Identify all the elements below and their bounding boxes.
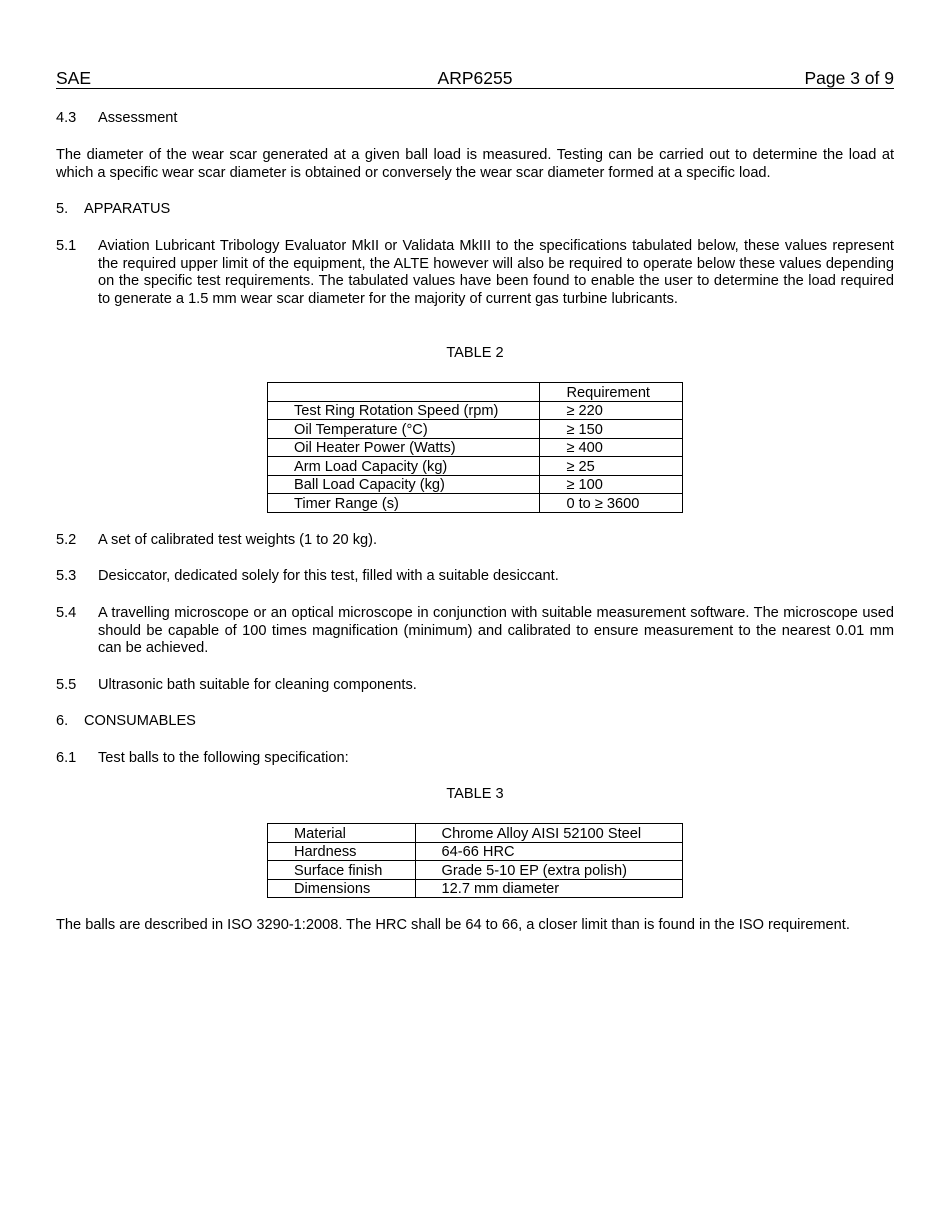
table-cell-requirement: ≥ 400 [540,438,683,457]
table-row [268,420,683,439]
item-text: Test balls to the following specification: [98,750,349,766]
table-cell-parameter: Arm Load Capacity (kg) [268,457,540,476]
section-4-3-heading [56,110,894,128]
table-row [268,401,683,420]
table-cell-property: Material [268,824,416,843]
item-number: 5.1 [56,238,77,254]
table-cell-parameter: Oil Heater Power (Watts) [268,438,540,457]
table-row [268,842,683,861]
table-row [268,438,683,457]
item-number: 5.3 [56,568,77,584]
table-cell-requirement: ≥ 100 [540,475,683,494]
closing-paragraph: The balls are described in ISO 3290-1:2008. The HRC shall be 64 to 66, a closer limit than is found in the ISO requirement. [56,917,850,933]
item-text: Ultrasonic bath suitable for cleaning components. [98,677,417,693]
item-text: A travelling microscope or an optical microscope in conjunction with suitable measurement software. The microscope used should be capable of 100 times magnification (minimum) and calibrated to ensure measurement to the nearest 0.01 mm can be achieved. [98,605,894,656]
section-number: 4.3 [56,110,77,126]
section-number: 6. [56,713,69,729]
item-text: Aviation Lubricant Tribology Evaluator MkII or Validata MkIII to the specifications tabulated below, these values represent the required upper limit of the equipment, the ALTE however will also be required to operate below these values depending on the specific test requirements. The tabulated values have been found to enable the user to determine the load required to generate a 1.5 mm wear scar diameter for the majority of current gas turbine lubricants. [98,238,894,307]
table-cell-value: 12.7 mm diameter [415,879,682,898]
item-number: 5.5 [56,677,77,693]
item-number: 5.2 [56,532,77,548]
table-header-cell: Requirement [540,383,683,402]
table-cell-requirement: ≥ 150 [540,420,683,439]
item-text: A set of calibrated test weights (1 to 20 kg). [98,532,378,548]
item-5-2 [56,532,894,550]
table-cell-parameter: Oil Temperature (°C) [268,420,540,439]
header-organization: SAE [56,68,92,88]
section-5-heading [56,201,894,219]
header-document-number: ARP6255 [437,68,513,88]
table-cell-requirement: ≥ 25 [540,457,683,476]
table-cell-value: Grade 5-10 EP (extra polish) [415,861,682,880]
table-cell-value: Chrome Alloy AISI 52100 Steel [415,824,682,843]
table-cell-property: Dimensions [268,879,416,898]
item-5-5 [56,677,894,695]
section-title: CONSUMABLES [84,713,196,729]
header-page-number: Page 3 of 9 [804,68,894,88]
item-text: Desiccator, dedicated solely for this test, filled with a suitable desiccant. [98,568,559,584]
section-title: APPARATUS [84,201,171,217]
table-3 [267,823,683,898]
item-number: 5.4 [56,605,77,621]
table-cell-value: 64-66 HRC [415,842,682,861]
item-5-1 [56,238,894,308]
section-4-3-body: The diameter of the wear scar generated at a given ball load is measured. Testing can be carried out to determine the load at which a specific wear scar diameter is obtained or conversely the wear scar diameter formed at a specific load. [56,147,894,181]
item-5-4 [56,605,894,658]
table-cell-requirement: 0 to ≥ 3600 [540,494,683,513]
table-cell-parameter: Test Ring Rotation Speed (rpm) [268,401,540,420]
page-header [56,68,894,89]
table-row [268,494,683,513]
table-cell-property: Surface finish [268,861,416,880]
item-number: 6.1 [56,750,77,766]
table-2 [267,382,683,513]
table-row [268,457,683,476]
table-2-caption: TABLE 2 [446,345,504,361]
table-cell-parameter: Ball Load Capacity (kg) [268,475,540,494]
table-cell-parameter: Timer Range (s) [268,494,540,513]
table-row [268,879,683,898]
table-row [268,824,683,843]
table-cell-requirement: ≥ 220 [540,401,683,420]
item-6-1 [56,750,894,768]
table-header-row [268,383,683,402]
table-header-cell [268,383,540,402]
section-6-heading [56,713,894,731]
section-title: Assessment [98,110,178,126]
table-cell-property: Hardness [268,842,416,861]
table-3-caption: TABLE 3 [446,786,504,802]
table-row [268,861,683,880]
item-5-3 [56,568,894,586]
table-row [268,475,683,494]
section-number: 5. [56,201,69,217]
